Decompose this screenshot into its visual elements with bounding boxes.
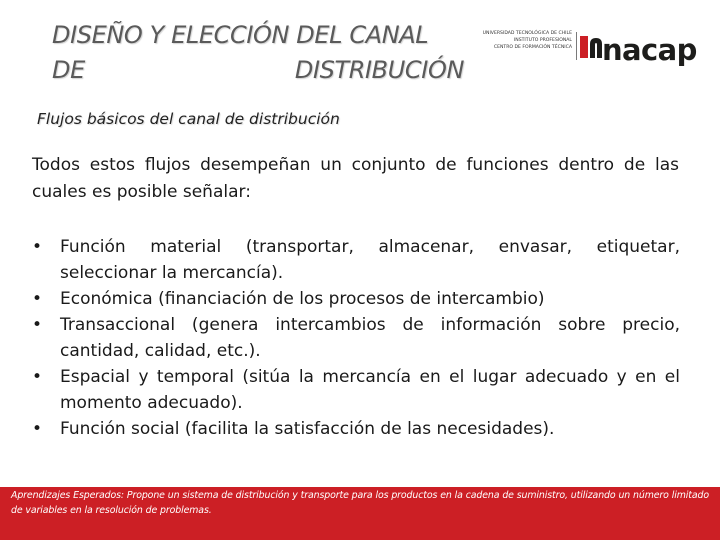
footer-bar <box>0 487 720 540</box>
intro-paragraph: Todos estos flujos desempeñan un conjunto de funciones dentro de las cuales es posible señalar: <box>32 155 679 202</box>
bullet-icon: • <box>32 367 43 387</box>
slide-title-line-2 <box>52 53 464 88</box>
bullet-icon: • <box>32 237 43 257</box>
logo-institution-line-1: UNIVERSIDAD TECNOLÓGICA DE CHILE <box>482 31 572 36</box>
list-item-text: Transaccional (genera intercambios de información sobre precio, cantidad, calidad, etc.). <box>60 315 680 361</box>
list-item-text: Función social (facilita la satisfacción de las necesidades). <box>60 419 555 439</box>
logo-divider <box>576 32 577 60</box>
list-item-text: Económica (financiación de los procesos de intercambio) <box>60 289 545 309</box>
slide-title-line-2-left: DE <box>52 56 85 84</box>
list-item-text: Función material (transportar, almacenar, envasar, etiquetar, seleccionar la mercancía). <box>60 237 680 283</box>
bullet-icon: • <box>32 289 43 309</box>
logo-institution-line-2: INSTITUTO PROFESIONAL <box>513 38 572 43</box>
list-item <box>32 286 680 312</box>
slide-title-line-2-right: DISTRIBUCIÓN <box>294 56 464 84</box>
slide-title <box>52 18 464 88</box>
list-item <box>32 312 680 364</box>
bullet-icon: • <box>32 419 43 439</box>
learning-outcomes-text: Aprendizajes Esperados: Propone un sistema de distribución y transporte para los productos en la cadena de suministro, utilizando un número limitado de variables en la resolución de problemas. <box>11 490 709 516</box>
logo-wordmark: nacap <box>602 33 697 67</box>
inacap-logo <box>466 28 696 72</box>
slide-title-line-1: DISEÑO Y ELECCIÓN DEL CANAL <box>52 21 429 49</box>
function-list <box>32 234 680 442</box>
list-item <box>32 416 680 442</box>
list-item-text: Espacial y temporal (sitúa la mercancía en el lugar adecuado y en el momento adecuado). <box>60 367 680 413</box>
bullet-icon: • <box>32 315 43 335</box>
list-item <box>32 234 680 286</box>
section-subtitle: Flujos básicos del canal de distribución <box>37 110 340 128</box>
list-item <box>32 364 680 416</box>
logo-institution-line-3: CENTRO DE FORMACIÓN TÉCNICA <box>493 45 572 50</box>
inacap-mark-icon <box>580 36 602 58</box>
logo-institution-text <box>466 30 572 51</box>
